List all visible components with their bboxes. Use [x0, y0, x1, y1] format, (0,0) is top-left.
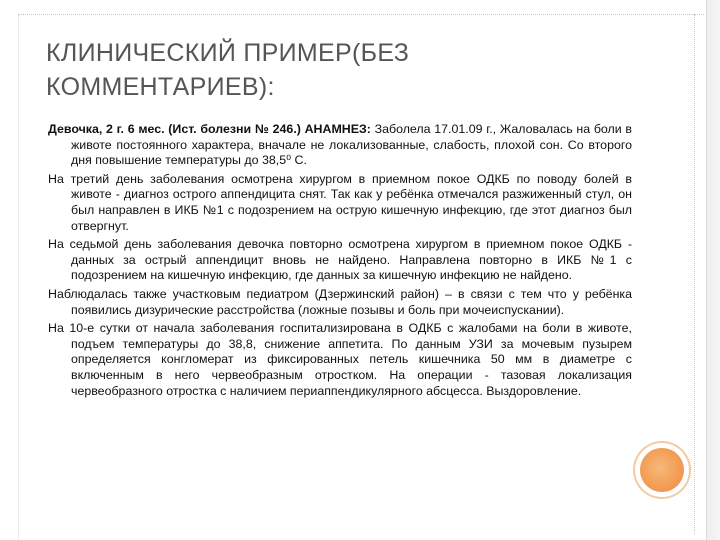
paragraph-text: На седьмой день заболевания девочка повторно осмотрена хирургом в приемном покое ОДКБ - данных за острый аппендицит вновь не найдено. Направлена повторно в ИКБ №1 с подозрением на кишечную инфекцию, где данных за кишечную инфекцию не найдено. [48, 237, 632, 283]
paragraph-text: На третий день заболевания осмотрена хирургом в приемном покое ОДКБ по поводу болей в животе - диагноз острого аппендицита снят. Так как у ребёнка отмечался разжиженный стул, он был направлен в ИКБ №1 с подозрением на острую кишечную инфекцию, где этот диагноз был отвергнут. [48, 171, 632, 233]
frame-right-dotted-border [694, 14, 696, 534]
slide-title [46, 36, 646, 104]
paragraph-day-seven [48, 237, 632, 284]
paragraph-text: Наблюдалась также участковым педиатром (Дзержинский район) – в связи с тем что у ребёнка появились дизурические расстройства (ложные позывы и боль при мочеиспускании). [48, 286, 632, 317]
slide-body [48, 122, 632, 402]
paragraph-lead: Девочка, 2 г. 6 мес. (Ист. болезни № 246.) АНАМНЕЗ: [48, 122, 371, 136]
slide-title-line-2: КОММЕНТАРИЕВ): [46, 73, 275, 101]
paragraph-hospitalization [48, 321, 632, 399]
paragraph-pediatrician [48, 287, 632, 318]
paragraph-text: На 10-е сутки от начала заболевания госпитализирована в ОДКБ с жалобами на боли в животе, подъем температуры до 38,8, снижение аппетита. По данным УЗИ за мочевым пузырем определяется конгломерат из фиксированных петель кишечника 50 мм в диаметре с включенным в него червеобразным отростком. На операции - тазовая локализация червеобразного отростка с наличием периаппендикулярного абсцесса. Выздоровление. [48, 321, 632, 398]
paragraph-text: Заболела 17.01.09 г., Жаловалась на боли в животе постоянного характера, вначале не локализованные, слабость, плохой сон. Со второго дня повышение температуры до 38,5⁰ С. [71, 122, 632, 168]
paragraph-anamnesis [48, 122, 632, 169]
decorative-orange-circle [640, 448, 684, 492]
frame-left-border [18, 14, 20, 540]
slide-title-line-1: КЛИНИЧЕСКИЙ ПРИМЕР(БЕЗ [46, 39, 410, 67]
frame-right-bar [706, 0, 720, 540]
frame-top-border [18, 14, 704, 16]
paragraph-day-three [48, 172, 632, 234]
